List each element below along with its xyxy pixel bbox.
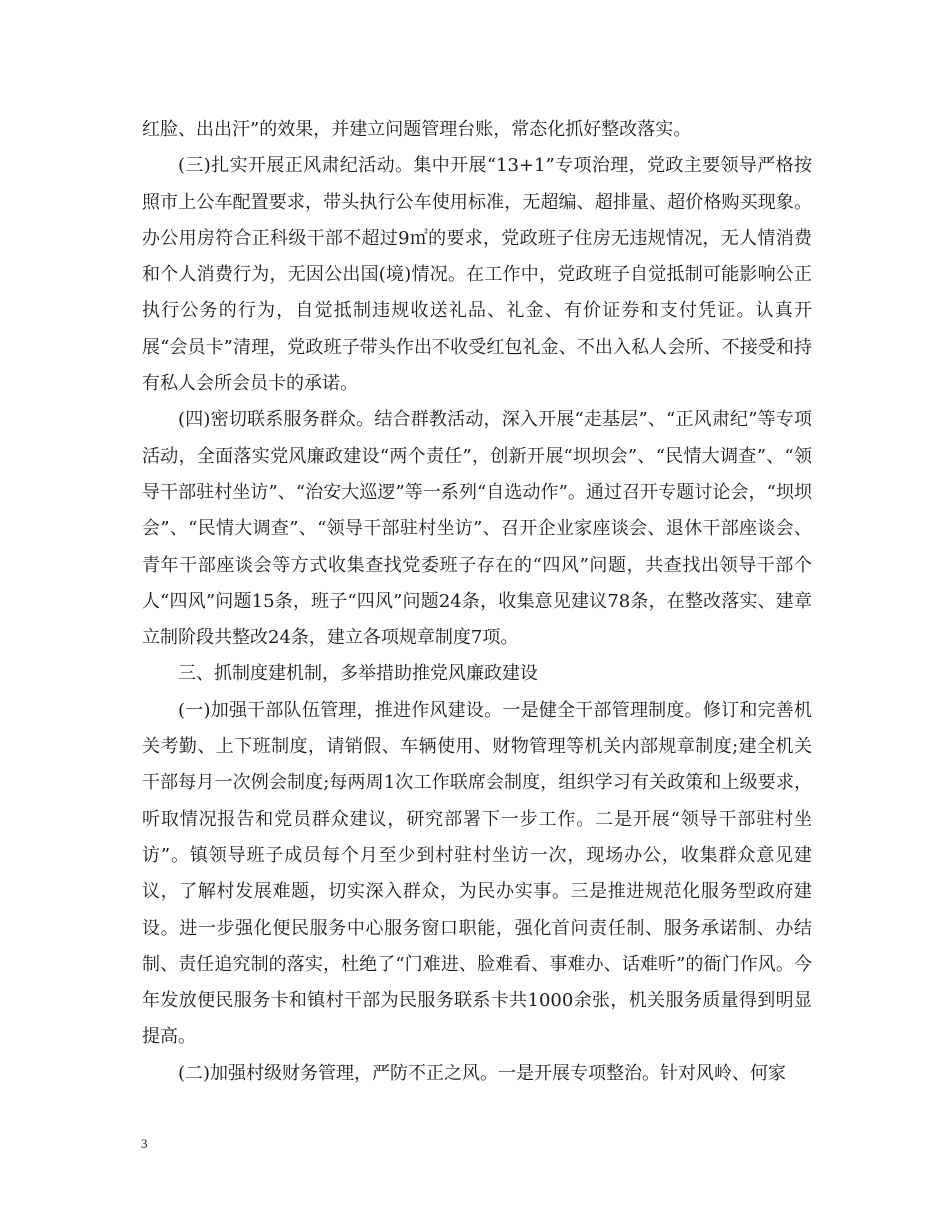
paragraph-section-4: (四)密切联系服务群众。结合群教活动，深入开展“走基层”、“正风肃纪”等专项活动，全面落实党风廉政建设“两个责任”，创新开展“坝坝会”、“民情大调查”、“领导干部驻村坐访”、“治安大巡逻”等一系列“自选动作”。通过召开专题讨论会，“坝坝会”、“民情大调查”、“领导干部驻村坐访”、召开企业家座谈会、退休干部座谈会、青年干部座谈会等方式收集查找党委班子存在的“四风”问题，共查找出领导干部个人“四风”问题15条，班子“四风”问题24条，收集意见建议78条，在整改落实、建章立制阶段共整改24条，建立各项规章制度7项。 xyxy=(142,409,812,649)
document-body xyxy=(142,112,812,1092)
paragraph-section-3: (三)扎实开展正风肃纪活动。集中开展“13+1”专项治理，党政主要领导严格按照市上公车配置要求，带头执行公车使用标准，无超编、超排量、超价格购买现象。办公用房符合正科级干部不超过9㎡的要求，党政班子住房无违规情况，无人情消费和个人消费行为，无因公出国(境)情况。在工作中，党政班子自觉抵制可能影响公正执行公务的行为，自觉抵制违规收送礼品、礼金、有价证券和支付凭证。认真开展“会员卡”清理，党政班子带头作出不收受红包礼金、不出入私人会所、不接受和持有私人会所会员卡的承诺。 xyxy=(142,155,812,395)
paragraph-subsection-2: (二)加强村级财务管理，严防不正之风。一是开展专项整治。针对风岭、何家 xyxy=(178,1062,787,1084)
page-number: 3 xyxy=(141,1136,148,1151)
paragraph-subsection-1: (一)加强干部队伍管理，推进作风建设。一是健全干部管理制度。修订和完善机关考勤、上下班制度，请销假、车辆使用、财物管理等机关内部规章制度;建全机关干部每月一次例会制度;每两周1次工作联席会制度，组织学习有关政策和上级要求，听取情况报告和党员群众建议，研究部署下一步工作。二是开展“领导干部驻村坐访”。镇领导班子成员每个月至少到村驻村坐访一次，现场办公，收集群众意见建议，了解村发展难题，切实深入群众，为民办实事。三是推进规范化服务型政府建设。进一步强化便民服务中心服务窗口职能，强化首问责任制、服务承诺制、办结制、责任追究制的落实，杜绝了“门难进、脸难看、事难办、话难听”的衙门作风。今年发放便民服务卡和镇村干部为民服务联系卡共1000余张，机关服务质量得到明显提高。 xyxy=(142,699,812,1048)
section-heading: 三、抓制度建机制，多举措助推党风廉政建设 xyxy=(178,663,538,685)
paragraph-continuation: 红脸、出出汗”的效果，并建立问题管理台账，常态化抓好整改落实。 xyxy=(142,119,692,140)
